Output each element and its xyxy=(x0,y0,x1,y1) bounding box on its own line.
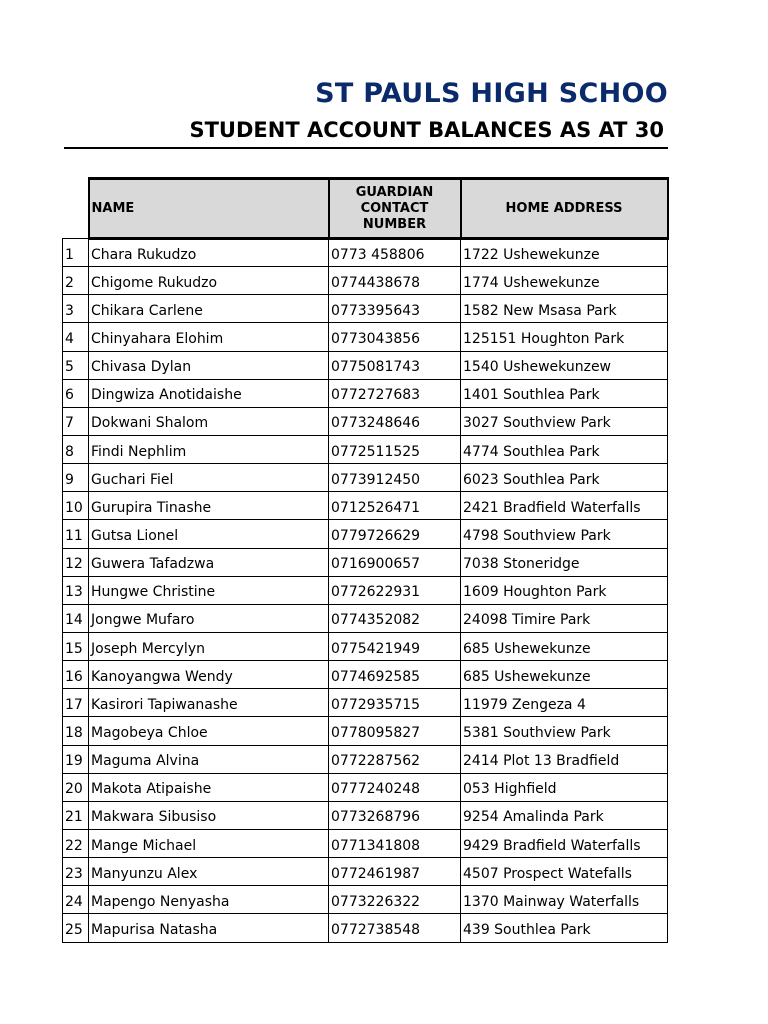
cell-name: Hungwe Christine xyxy=(89,576,329,604)
cell-number: 25 xyxy=(63,914,89,942)
table-row xyxy=(63,407,668,435)
table-row xyxy=(63,858,668,886)
table-row xyxy=(63,464,668,492)
cell-name: Kasirori Tapiwanashe xyxy=(89,689,329,717)
table-row xyxy=(63,717,668,745)
table-row xyxy=(63,661,668,689)
cell-home-address: 1582 New Msasa Park xyxy=(461,295,668,323)
cell-number: 19 xyxy=(63,745,89,773)
table-row xyxy=(63,379,668,407)
cell-name: Chigome Rukudzo xyxy=(89,267,329,295)
cell-number: 15 xyxy=(63,632,89,660)
cell-guardian-contact: 0778095827 xyxy=(329,717,461,745)
cell-home-address: 4774 Southlea Park xyxy=(461,435,668,463)
table-row xyxy=(63,773,668,801)
cell-guardian-contact: 0772738548 xyxy=(329,914,461,942)
table-row xyxy=(63,548,668,576)
table-row xyxy=(63,632,668,660)
cell-name: Manyunzu Alex xyxy=(89,858,329,886)
cell-guardian-contact: 0773043856 xyxy=(329,323,461,351)
cell-home-address: 9429 Bradfield Waterfalls xyxy=(461,829,668,857)
cell-guardian-contact: 0771341808 xyxy=(329,829,461,857)
cell-guardian-contact: 0773268796 xyxy=(329,801,461,829)
header-number xyxy=(63,179,89,239)
table-row xyxy=(63,914,668,942)
cell-guardian-contact: 0772461987 xyxy=(329,858,461,886)
cell-guardian-contact: 0773395643 xyxy=(329,295,461,323)
cell-name: Mapurisa Natasha xyxy=(89,914,329,942)
cell-home-address: 439 Southlea Park xyxy=(461,914,668,942)
table-row xyxy=(63,801,668,829)
cell-home-address: 11979 Zengeza 4 xyxy=(461,689,668,717)
cell-guardian-contact: 0772287562 xyxy=(329,745,461,773)
cell-home-address: 1609 Houghton Park xyxy=(461,576,668,604)
cell-guardian-contact: 0772511525 xyxy=(329,435,461,463)
cell-home-address: 7038 Stoneridge xyxy=(461,548,668,576)
cell-guardian-contact: 0773248646 xyxy=(329,407,461,435)
cell-home-address: 1540 Ushewekunzew xyxy=(461,351,668,379)
cell-home-address: 4798 Southview Park xyxy=(461,520,668,548)
cell-number: 11 xyxy=(63,520,89,548)
cell-number: 21 xyxy=(63,801,89,829)
table-row xyxy=(63,829,668,857)
cell-home-address: 3027 Southview Park xyxy=(461,407,668,435)
cell-home-address: 1370 Mainway Waterfalls xyxy=(461,886,668,914)
cell-guardian-contact: 0772727683 xyxy=(329,379,461,407)
cell-home-address: 6023 Southlea Park xyxy=(461,464,668,492)
cell-home-address: 053 Highfield xyxy=(461,773,668,801)
cell-guardian-contact: 0774692585 xyxy=(329,661,461,689)
header-home-address: HOME ADDRESS xyxy=(461,179,668,239)
cell-guardian-contact: 0774352082 xyxy=(329,604,461,632)
cell-number: 17 xyxy=(63,689,89,717)
cell-name: Findi Nephlim xyxy=(89,435,329,463)
cell-name: Gurupira Tinashe xyxy=(89,492,329,520)
cell-number: 8 xyxy=(63,435,89,463)
table-row xyxy=(63,295,668,323)
cell-name: Joseph Mercylyn xyxy=(89,632,329,660)
table-row xyxy=(63,745,668,773)
school-name: ST PAULS HIGH SCHOO xyxy=(315,78,668,109)
report-title: STUDENT ACCOUNT BALANCES AS AT 30 xyxy=(189,118,664,142)
cell-home-address: 685 Ushewekunze xyxy=(461,661,668,689)
cell-guardian-contact: 0773226322 xyxy=(329,886,461,914)
table-row xyxy=(63,267,668,295)
cell-number: 20 xyxy=(63,773,89,801)
cell-number: 13 xyxy=(63,576,89,604)
cell-name: Mapengo Nenyasha xyxy=(89,886,329,914)
cell-guardian-contact: 0777240248 xyxy=(329,773,461,801)
cell-name: Dingwiza Anotidaishe xyxy=(89,379,329,407)
cell-home-address: 2421 Bradfield Waterfalls xyxy=(461,492,668,520)
cell-guardian-contact: 0774438678 xyxy=(329,267,461,295)
table-row xyxy=(63,576,668,604)
table-row xyxy=(63,604,668,632)
cell-home-address: 1722 Ushewekunze xyxy=(461,239,668,267)
cell-number: 14 xyxy=(63,604,89,632)
cell-home-address: 125151 Houghton Park xyxy=(461,323,668,351)
title-underline xyxy=(64,147,668,149)
cell-name: Magobeya Chloe xyxy=(89,717,329,745)
table-row xyxy=(63,492,668,520)
cell-name: Chikara Carlene xyxy=(89,295,329,323)
cell-number: 1 xyxy=(63,239,89,267)
cell-home-address: 685 Ushewekunze xyxy=(461,632,668,660)
cell-name: Makota Atipaishe xyxy=(89,773,329,801)
header-guardian-contact: GUARDIAN CONTACT NUMBER xyxy=(329,179,461,239)
cell-number: 16 xyxy=(63,661,89,689)
cell-number: 7 xyxy=(63,407,89,435)
cell-home-address: 1774 Ushewekunze xyxy=(461,267,668,295)
cell-number: 5 xyxy=(63,351,89,379)
cell-home-address: 24098 Timire Park xyxy=(461,604,668,632)
cell-guardian-contact: 0772622931 xyxy=(329,576,461,604)
cell-name: Guchari Fiel xyxy=(89,464,329,492)
cell-home-address: 9254 Amalinda Park xyxy=(461,801,668,829)
cell-number: 2 xyxy=(63,267,89,295)
cell-name: Jongwe Mufaro xyxy=(89,604,329,632)
cell-name: Mange Michael xyxy=(89,829,329,857)
table-row xyxy=(63,239,668,267)
cell-number: 12 xyxy=(63,548,89,576)
cell-guardian-contact: 0772935715 xyxy=(329,689,461,717)
header-name: NAME xyxy=(89,179,329,239)
cell-number: 6 xyxy=(63,379,89,407)
table-header-row xyxy=(63,179,668,239)
cell-name: Chara Rukudzo xyxy=(89,239,329,267)
table-row xyxy=(63,435,668,463)
cell-number: 18 xyxy=(63,717,89,745)
cell-guardian-contact: 0775081743 xyxy=(329,351,461,379)
table-body xyxy=(63,239,668,943)
cell-number: 22 xyxy=(63,829,89,857)
cell-guardian-contact: 0716900657 xyxy=(329,548,461,576)
cell-home-address: 5381 Southview Park xyxy=(461,717,668,745)
cell-home-address: 1401 Southlea Park xyxy=(461,379,668,407)
cell-name: Gutsa Lionel xyxy=(89,520,329,548)
cell-number: 23 xyxy=(63,858,89,886)
student-table xyxy=(62,177,669,943)
cell-guardian-contact: 0773 458806 xyxy=(329,239,461,267)
cell-name: Kanoyangwa Wendy xyxy=(89,661,329,689)
cell-guardian-contact: 0775421949 xyxy=(329,632,461,660)
cell-guardian-contact: 0712526471 xyxy=(329,492,461,520)
table-row xyxy=(63,520,668,548)
cell-guardian-contact: 0779726629 xyxy=(329,520,461,548)
table-row xyxy=(63,323,668,351)
table-row xyxy=(63,689,668,717)
table-row xyxy=(63,351,668,379)
cell-name: Chinyahara Elohim xyxy=(89,323,329,351)
cell-name: Guwera Tafadzwa xyxy=(89,548,329,576)
cell-name: Dokwani Shalom xyxy=(89,407,329,435)
cell-name: Chivasa Dylan xyxy=(89,351,329,379)
cell-number: 24 xyxy=(63,886,89,914)
cell-home-address: 2414 Plot 13 Bradfield xyxy=(461,745,668,773)
cell-name: Maguma Alvina xyxy=(89,745,329,773)
cell-number: 4 xyxy=(63,323,89,351)
cell-guardian-contact: 0773912450 xyxy=(329,464,461,492)
cell-name: Makwara Sibusiso xyxy=(89,801,329,829)
table-row xyxy=(63,886,668,914)
cell-number: 3 xyxy=(63,295,89,323)
cell-home-address: 4507 Prospect Watefalls xyxy=(461,858,668,886)
cell-number: 9 xyxy=(63,464,89,492)
cell-number: 10 xyxy=(63,492,89,520)
